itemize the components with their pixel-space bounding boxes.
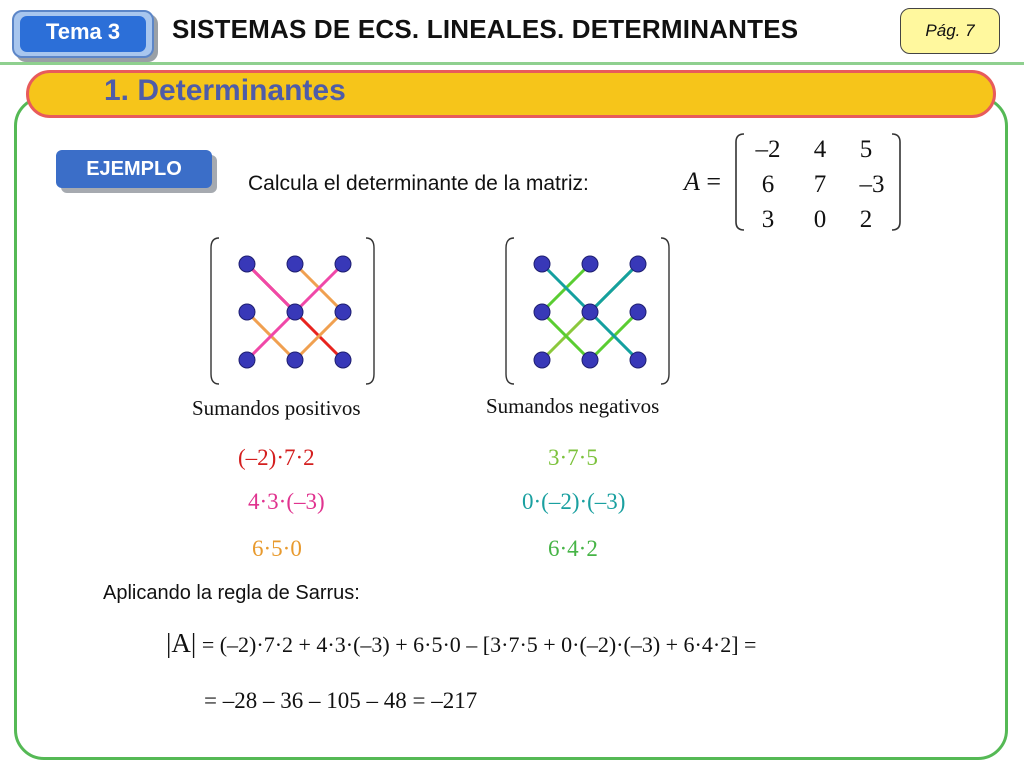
negative-term-3: 6·4·2	[548, 536, 598, 561]
matrix-dot-1-2	[335, 304, 351, 320]
positive-caption: Sumandos positivos	[192, 396, 361, 420]
matrix-label	[684, 167, 721, 197]
sarrus-label: Aplicando la regla de Sarrus:	[103, 582, 360, 604]
example-prompt: Calcula el determinante de la matriz:	[248, 172, 589, 195]
sarrus-line-1	[166, 628, 756, 659]
tema-tab	[12, 10, 154, 58]
tema-label: Tema 3	[20, 16, 146, 52]
matrix-equals: =	[706, 167, 722, 196]
positive-term-1: (–2)·7·2	[238, 445, 315, 470]
matrix-cell-2-2: 2	[859, 206, 873, 233]
matrix-dot-0-2	[630, 256, 646, 272]
matrix-cell-0-0: –2	[755, 136, 781, 163]
matrix-dot-0-1	[287, 256, 303, 272]
matrix-dot-2-1	[582, 352, 598, 368]
matrix-dot-0-0	[534, 256, 550, 272]
positive-term-3: 6·5·0	[252, 536, 302, 561]
negative-terms-diagram	[500, 236, 675, 386]
matrix-cell-0-1: 4	[813, 136, 827, 163]
matrix-dot-0-0	[239, 256, 255, 272]
positive-terms-diagram	[205, 236, 380, 386]
matrix-dot-1-1	[287, 304, 303, 320]
determinant-symbol: |A|	[166, 628, 197, 658]
matrix-name: A	[684, 167, 700, 196]
matrix-dot-2-0	[239, 352, 255, 368]
matrix-dot-2-2	[630, 352, 646, 368]
page-number-badge: Pág. 7	[900, 8, 1000, 54]
matrix-cell-0-2: 5	[859, 136, 873, 163]
matrix-cell-1-1: 7	[813, 171, 827, 198]
negative-term-2: 0·(–2)·(–3)	[522, 489, 626, 514]
matrix-dot-2-2	[335, 352, 351, 368]
matrix-cell-1-0: 6	[761, 171, 775, 198]
matrix-dot-0-1	[582, 256, 598, 272]
matrix-dot-0-2	[335, 256, 351, 272]
matrix-cell-1-2: –3	[859, 171, 885, 198]
matrix-cell-2-0: 3	[761, 206, 775, 233]
header-title: SISTEMAS DE ECS. LINEALES. DETERMINANTES	[172, 14, 799, 44]
sarrus-line-2: = –28 – 36 – 105 – 48 = –217	[204, 688, 478, 713]
matrix-cell-2-1: 0	[813, 206, 827, 233]
sarrus-expansion: = (–2)·7·2 + 4·3·(–3) + 6·5·0 – [3·7·5 + 0·(–2)·(–3) + 6·4·2] =	[201, 632, 757, 657]
matrix-dot-1-0	[239, 304, 255, 320]
positive-term-2: 4·3·(–3)	[248, 489, 325, 514]
matrix-dot-1-0	[534, 304, 550, 320]
negative-term-1: 3·7·5	[548, 445, 598, 470]
ejemplo-tag: EJEMPLO	[56, 150, 212, 188]
matrix-dot-2-1	[287, 352, 303, 368]
negative-caption: Sumandos negativos	[486, 394, 660, 418]
matrix-dot-1-1	[582, 304, 598, 320]
matrix-dot-1-2	[630, 304, 646, 320]
matrix-dot-2-0	[534, 352, 550, 368]
section-title: 1. Determinantes	[104, 74, 346, 107]
